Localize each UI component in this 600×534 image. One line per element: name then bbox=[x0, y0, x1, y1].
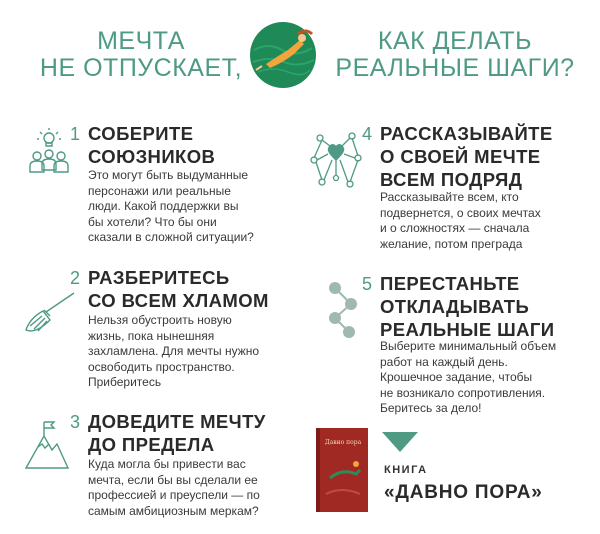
step-description bbox=[88, 313, 259, 391]
step-title-line: ВСЕМ ПОДРЯД bbox=[380, 169, 523, 190]
header-right-line-1: КАК ДЕЛАТЬ bbox=[377, 27, 533, 55]
step-description-line: подвернется, о своих мечтах bbox=[380, 205, 541, 220]
step-description-line: жизнь, пока нынешняя bbox=[88, 328, 215, 343]
step-title-line: СОБЕРИТЕ bbox=[88, 123, 194, 144]
step-description-line: Крошечное задание, чтобы bbox=[380, 370, 533, 384]
step-description-line: самым амбициозным меркам? bbox=[88, 503, 259, 518]
step-description-line: профессией и преуспели — по bbox=[88, 488, 260, 502]
step-title-line: СО ВСЕМ ХЛАМОМ bbox=[88, 290, 269, 311]
step-description-line: персонажи или реальные bbox=[88, 183, 231, 198]
step-description bbox=[88, 457, 260, 519]
header-right-line-2: РЕАЛЬНЫЕ ШАГИ? bbox=[335, 54, 575, 82]
book-title[interactable]: «ДАВНО ПОРА» bbox=[384, 482, 543, 503]
heart-network-icon bbox=[310, 130, 362, 190]
step-title bbox=[380, 272, 554, 341]
step-description-line: бы хотели? Что бы они bbox=[88, 214, 217, 229]
step-description-line: и о сложностях — сначала bbox=[380, 221, 530, 235]
step-title-line: ДО ПРЕДЕЛА bbox=[88, 434, 215, 455]
step-description-line: Это могут быть выдуманные bbox=[88, 168, 249, 182]
step-description-line: Нельзя обустроить новую bbox=[88, 313, 232, 327]
flying-girl-badge-icon bbox=[248, 20, 318, 90]
header-right bbox=[320, 28, 590, 82]
step-title-line: РАССКАЗЫВАЙТЕ bbox=[380, 123, 553, 144]
step-title bbox=[88, 122, 215, 168]
step-number: 5 bbox=[362, 274, 373, 294]
down-arrow-icon bbox=[382, 432, 418, 452]
step-description-line: Куда могла бы привести вас bbox=[88, 457, 246, 471]
step-description-line: сказали в сложной ситуации? bbox=[88, 230, 254, 244]
broom-icon bbox=[22, 290, 78, 336]
step-number: 2 bbox=[70, 268, 81, 288]
step-description-line: Рассказывайте всем, кто bbox=[380, 190, 519, 204]
header-left bbox=[26, 28, 256, 82]
step-title bbox=[380, 122, 553, 191]
step-description-line: освободить пространство. bbox=[88, 359, 235, 374]
step-number: 4 bbox=[362, 124, 373, 144]
step-title-line: РЕАЛЬНЫЕ ШАГИ bbox=[380, 319, 555, 340]
step-number: 1 bbox=[70, 124, 81, 144]
step-title-line: РАЗБЕРИТЕСЬ bbox=[88, 267, 230, 288]
step-title-line: ПЕРЕСТАНЬТЕ bbox=[380, 273, 520, 294]
people-idea-icon bbox=[28, 128, 70, 178]
step-title-line: ОТКЛАДЫВАТЬ bbox=[380, 296, 530, 317]
step-title-line: СОЮЗНИКОВ bbox=[88, 146, 216, 167]
step-description-line: Выберите минимальный объем bbox=[380, 339, 557, 353]
step-title-line: О СВОЕЙ МЕЧТЕ bbox=[380, 146, 541, 167]
step-description-line: работ на каждый день. bbox=[380, 354, 508, 369]
step-description bbox=[380, 190, 541, 252]
book-label: КНИГА bbox=[384, 464, 428, 476]
step-number: 3 bbox=[70, 412, 81, 432]
step-title bbox=[88, 266, 269, 312]
steps-nodes-icon bbox=[325, 280, 359, 340]
step-description-line: захламлена. Для мечты нужно bbox=[88, 344, 260, 358]
book-cover[interactable] bbox=[316, 428, 368, 512]
step-title bbox=[88, 410, 266, 456]
header-left-line-1: МЕЧТА bbox=[97, 27, 185, 55]
step-description-line: желание, потом преграда bbox=[380, 236, 523, 251]
book-cover-title: Давно пора bbox=[324, 439, 362, 446]
step-description-line: люди. Какой поддержки вы bbox=[88, 199, 239, 213]
step-description-line: мечта, если бы вы сделали ее bbox=[88, 472, 258, 487]
step-title-line: ДОВЕДИТЕ МЕЧТУ bbox=[88, 411, 266, 432]
step-description-line: не возникало сопротивления. bbox=[380, 385, 546, 400]
step-description bbox=[380, 339, 556, 417]
step-description-line: Беритесь за дело! bbox=[380, 401, 482, 415]
header-left-line-2: НЕ ОТПУСКАЕТ, bbox=[39, 54, 243, 82]
mountain-flag-icon bbox=[24, 418, 70, 472]
step-description bbox=[88, 168, 254, 246]
step-description-line: Приберитесь bbox=[88, 375, 162, 389]
